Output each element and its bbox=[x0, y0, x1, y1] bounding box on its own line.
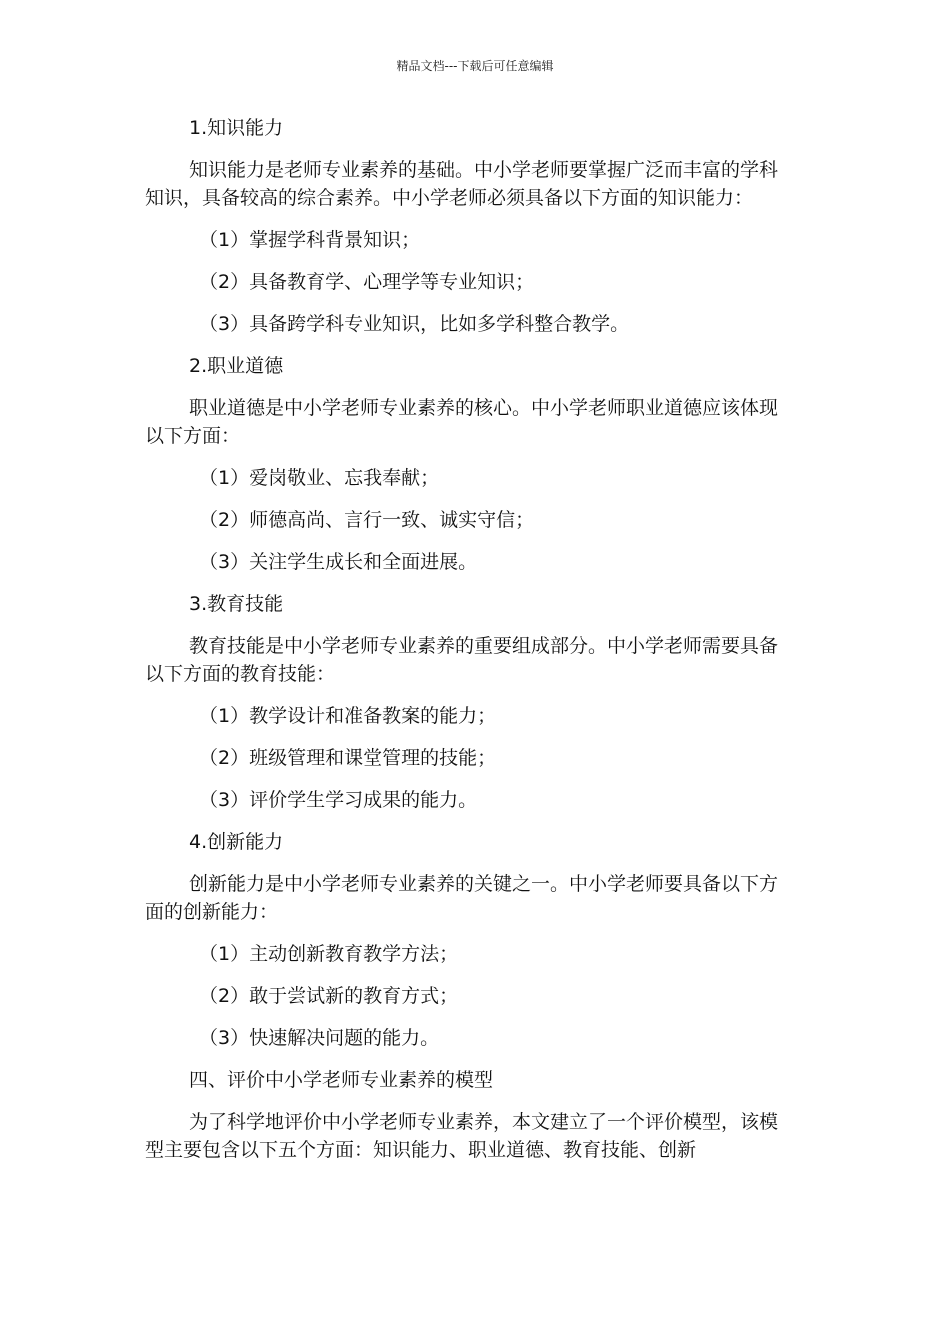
paragraph-teaching-skills: 教育技能是中小学老师专业素养的重要组成部分。中小学老师需要具备以下方面的教育技能： bbox=[145, 635, 779, 685]
list-item: （2）具备教育学、心理学等专业知识； bbox=[199, 271, 535, 293]
paragraph-innovation: 创新能力是中小学老师专业素养的关键之一。中小学老师要具备以下方面的创新能力： bbox=[145, 873, 779, 923]
list-item: （2）敢于尝试新的教育方式； bbox=[199, 985, 459, 1007]
paragraph-evaluation-model: 为了科学地评价中小学老师专业素养，本文建立了一个评价模型，该模型主要包含以下五个方面：知识能力、职业道德、教育技能、创新 bbox=[145, 1111, 779, 1161]
list-item: （3）关注学生成长和全面进展。 bbox=[199, 551, 478, 573]
section-heading-evaluation-model: 四、评价中小学老师专业素养的模型 bbox=[189, 1069, 494, 1091]
section-heading-ethics: 2.职业道德 bbox=[189, 355, 284, 377]
list-item: （1）教学设计和准备教案的能力； bbox=[199, 705, 497, 727]
list-item: （3）评价学生学习成果的能力。 bbox=[199, 789, 478, 811]
section-heading-teaching-skills: 3.教育技能 bbox=[189, 593, 284, 615]
list-item: （1）爱岗敬业、忘我奉献； bbox=[199, 467, 440, 489]
list-item: （1）主动创新教育教学方法； bbox=[199, 943, 459, 965]
section-heading-innovation: 4.创新能力 bbox=[189, 831, 284, 853]
document-body bbox=[145, 114, 793, 1178]
list-item: （2）班级管理和课堂管理的技能； bbox=[199, 747, 497, 769]
list-item: （3）快速解决问题的能力。 bbox=[199, 1027, 440, 1049]
page-header: 精品文档---下载后可任意编辑 bbox=[396, 59, 554, 73]
list-item: （2）师德高尚、言行一致、诚实守信； bbox=[199, 509, 535, 531]
paragraph-knowledge: 知识能力是老师专业素养的基础。中小学老师要掌握广泛而丰富的学科知识，具备较高的综合素养。中小学老师必须具备以下方面的知识能力： bbox=[145, 159, 779, 209]
list-item: （3）具备跨学科专业知识，比如多学科整合教学。 bbox=[199, 313, 630, 335]
section-heading-knowledge: 1.知识能力 bbox=[189, 117, 284, 139]
paragraph-ethics: 职业道德是中小学老师专业素养的核心。中小学老师职业道德应该体现以下方面： bbox=[145, 397, 779, 447]
list-item: （1）掌握学科背景知识； bbox=[199, 229, 421, 251]
